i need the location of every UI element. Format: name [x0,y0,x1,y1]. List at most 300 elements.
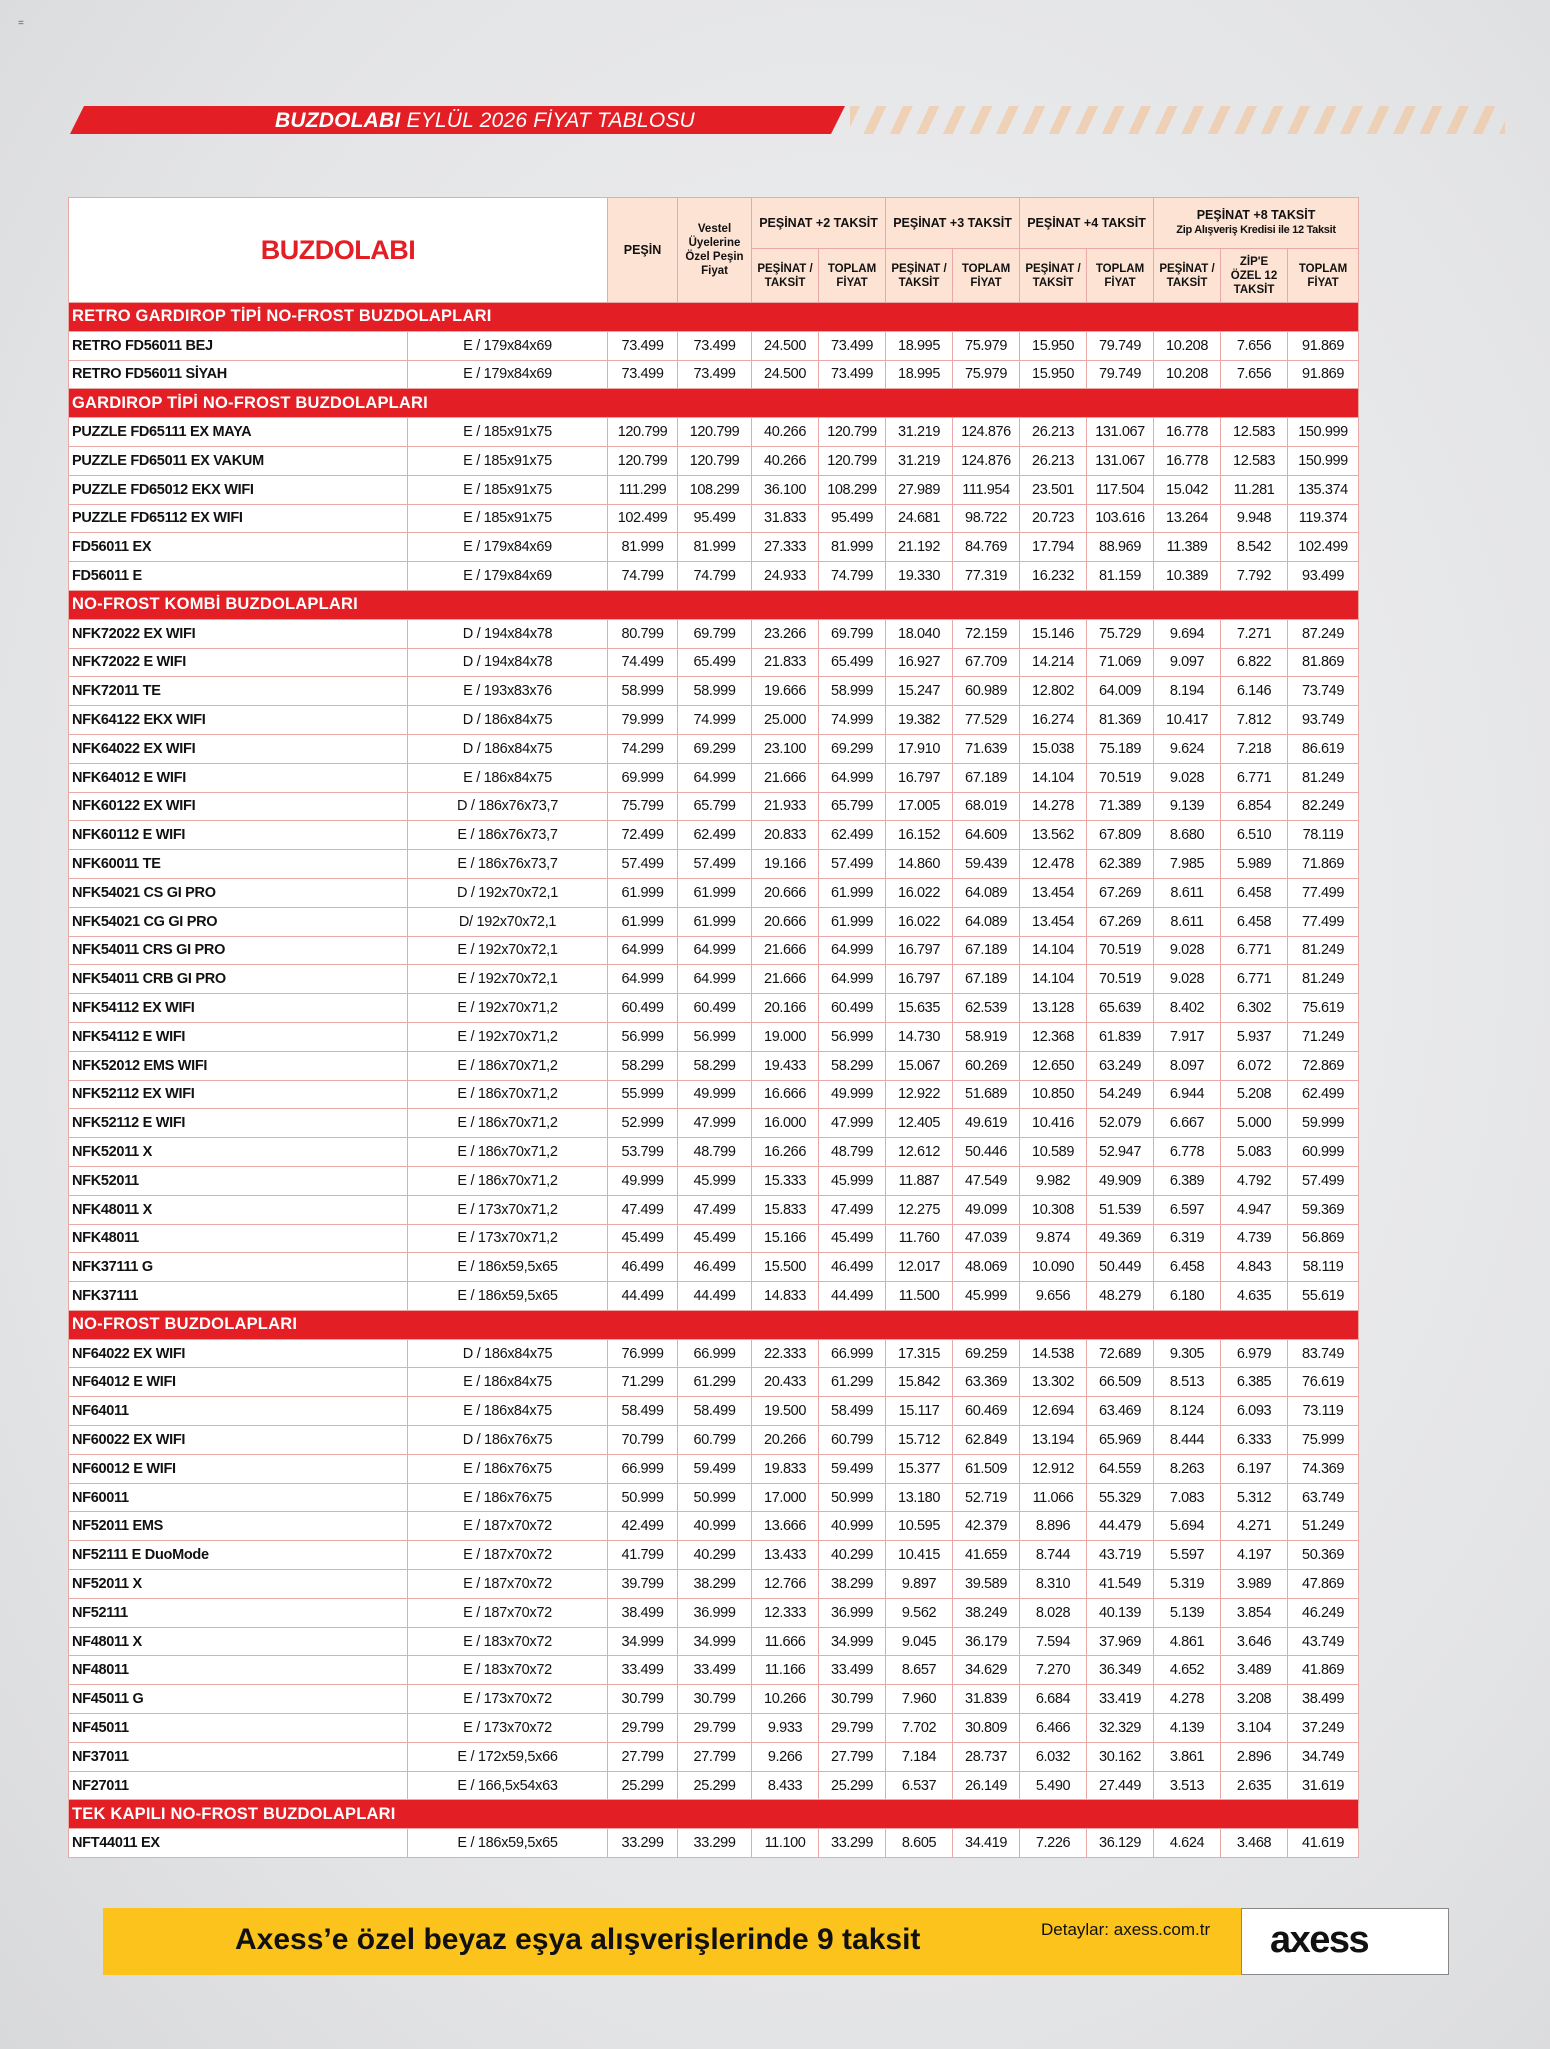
table-row [69,418,1359,447]
price-cell: 7.985 [1154,850,1221,879]
price-cell: 45.499 [678,1224,752,1253]
table-row [69,1656,1359,1685]
price-cell: 14.104 [1020,936,1087,965]
price-cell: 12.650 [1020,1051,1087,1080]
price-cell: 26.213 [1020,418,1087,447]
price-cell: 15.333 [752,1166,819,1195]
price-cell: 87.249 [1288,619,1359,648]
energy-dimensions: E / 173x70x72 [408,1714,608,1743]
price-cell: 12.333 [752,1598,819,1627]
col-group-8-taksit [1154,198,1359,249]
price-cell: 20.433 [752,1368,819,1397]
price-cell: 13.433 [752,1541,819,1570]
price-cell: 27.799 [819,1742,886,1771]
price-cell: 111.299 [608,475,678,504]
price-cell: 58.299 [819,1051,886,1080]
price-cell: 17.000 [752,1483,819,1512]
price-cell: 36.349 [1087,1656,1154,1685]
price-cell: 10.416 [1020,1109,1087,1138]
energy-dimensions: E / 179x84x69 [408,533,608,562]
table-row [69,821,1359,850]
section-title: RETRO GARDIROP TİPİ NO-FROST BUZDOLAPLARI [69,303,1359,332]
price-cell: 79.999 [608,706,678,735]
col-8-toplam: TOPLAM FİYAT [1288,249,1359,303]
price-cell: 5.083 [1221,1138,1288,1167]
model-name: NF60012 E WIFI [69,1454,408,1483]
price-cell: 74.799 [819,562,886,591]
model-name: NFK54011 CRB GI PRO [69,965,408,994]
price-cell: 12.583 [1221,418,1288,447]
table-row [69,706,1359,735]
price-cell: 81.369 [1087,706,1154,735]
price-cell: 51.249 [1288,1512,1359,1541]
price-cell: 13.128 [1020,994,1087,1023]
price-cell: 6.979 [1221,1339,1288,1368]
model-name: NFK54011 CRS GI PRO [69,936,408,965]
table-row [69,1714,1359,1743]
price-cell: 52.999 [608,1109,678,1138]
price-cell: 5.937 [1221,1022,1288,1051]
energy-dimensions: E / 186x70x71,2 [408,1080,608,1109]
price-cell: 61.509 [953,1454,1020,1483]
price-cell: 56.999 [819,1022,886,1051]
energy-dimensions: E / 183x70x72 [408,1627,608,1656]
table-row [69,677,1359,706]
energy-dimensions: E / 193x83x76 [408,677,608,706]
energy-dimensions: E / 186x76x75 [408,1454,608,1483]
price-cell: 60.269 [953,1051,1020,1080]
price-cell: 9.028 [1154,965,1221,994]
table-row [69,1022,1359,1051]
energy-dimensions: E / 186x70x71,2 [408,1138,608,1167]
table-row [69,360,1359,389]
price-cell: 20.833 [752,821,819,850]
price-cell: 30.799 [678,1685,752,1714]
price-cell: 10.589 [1020,1138,1087,1167]
price-cell: 46.249 [1288,1598,1359,1627]
price-cell: 38.299 [819,1570,886,1599]
price-cell: 72.869 [1288,1051,1359,1080]
price-cell: 15.247 [886,677,953,706]
model-name: NF64022 EX WIFI [69,1339,408,1368]
price-cell: 14.730 [886,1022,953,1051]
price-cell: 23.100 [752,734,819,763]
price-cell: 61.999 [678,878,752,907]
price-cell: 72.689 [1087,1339,1154,1368]
section-header-row [69,1310,1359,1339]
col-vestel: Vestel Üyelerine Özel Peşin Fiyat [678,198,752,303]
price-cell: 23.266 [752,619,819,648]
price-cell: 24.500 [752,331,819,360]
price-cell: 7.083 [1154,1483,1221,1512]
energy-dimensions: E / 192x70x72,1 [408,965,608,994]
price-cell: 29.799 [678,1714,752,1743]
price-cell: 21.933 [752,792,819,821]
price-cell: 80.799 [608,619,678,648]
model-name: NF52111 E DuoMode [69,1541,408,1570]
price-cell: 83.749 [1288,1339,1359,1368]
price-cell: 10.850 [1020,1080,1087,1109]
price-cell: 44.499 [608,1282,678,1311]
price-cell: 16.232 [1020,562,1087,591]
price-cell: 71.299 [608,1368,678,1397]
price-cell: 69.259 [953,1339,1020,1368]
price-cell: 40.266 [752,446,819,475]
table-row [69,1166,1359,1195]
model-name: NFK52112 E WIFI [69,1109,408,1138]
price-cell: 17.005 [886,792,953,821]
price-cell: 5.319 [1154,1570,1221,1599]
price-cell: 8.028 [1020,1598,1087,1627]
price-cell: 65.799 [678,792,752,821]
price-cell: 150.999 [1288,418,1359,447]
price-cell: 40.139 [1087,1598,1154,1627]
table-row [69,994,1359,1023]
price-cell: 62.849 [953,1426,1020,1455]
price-cell: 45.999 [953,1282,1020,1311]
price-cell: 33.299 [678,1829,752,1858]
price-cell: 30.809 [953,1714,1020,1743]
price-cell: 11.281 [1221,475,1288,504]
price-cell: 10.415 [886,1541,953,1570]
price-cell: 7.184 [886,1742,953,1771]
price-cell: 72.499 [608,821,678,850]
table-row [69,1454,1359,1483]
price-cell: 74.799 [608,562,678,591]
price-cell: 9.624 [1154,734,1221,763]
price-cell: 3.854 [1221,1598,1288,1627]
price-cell: 74.799 [678,562,752,591]
col-2-toplam: TOPLAM FİYAT [819,249,886,303]
model-name: NFK54112 EX WIFI [69,994,408,1023]
energy-dimensions: D / 192x70x72,1 [408,878,608,907]
price-cell: 38.249 [953,1598,1020,1627]
col-3-toplam: TOPLAM FİYAT [953,249,1020,303]
price-cell: 62.499 [1288,1080,1359,1109]
price-cell: 6.458 [1221,907,1288,936]
price-cell: 48.069 [953,1253,1020,1282]
price-cell: 13.454 [1020,907,1087,936]
price-cell: 64.559 [1087,1454,1154,1483]
price-cell: 55.619 [1288,1282,1359,1311]
price-cell: 6.333 [1221,1426,1288,1455]
price-cell: 75.619 [1288,994,1359,1023]
price-cell: 6.771 [1221,936,1288,965]
model-name: NFK37111 G [69,1253,408,1282]
price-cell: 61.999 [608,907,678,936]
price-cell: 61.999 [608,878,678,907]
section-header-row [69,1800,1359,1829]
table-row [69,878,1359,907]
price-cell: 21.192 [886,533,953,562]
energy-dimensions: E / 186x76x75 [408,1483,608,1512]
price-cell: 21.833 [752,648,819,677]
table-row [69,1771,1359,1800]
price-cell: 6.072 [1221,1051,1288,1080]
axess-logo-box [1241,1908,1449,1975]
model-name: NFK64012 E WIFI [69,763,408,792]
model-name: PUZZLE FD65012 EKX WIFI [69,475,408,504]
price-cell: 32.329 [1087,1714,1154,1743]
price-cell: 6.032 [1020,1742,1087,1771]
model-name: NFK54021 CS GI PRO [69,878,408,907]
price-cell: 59.499 [678,1454,752,1483]
price-cell: 73.499 [819,331,886,360]
price-cell: 30.799 [608,1685,678,1714]
price-cell: 5.597 [1154,1541,1221,1570]
price-cell: 49.619 [953,1109,1020,1138]
price-cell: 8.896 [1020,1512,1087,1541]
price-cell: 6.597 [1154,1195,1221,1224]
price-cell: 15.635 [886,994,953,1023]
price-cell: 67.809 [1087,821,1154,850]
price-cell: 5.139 [1154,1598,1221,1627]
price-cell: 3.208 [1221,1685,1288,1714]
energy-dimensions: E / 187x70x72 [408,1598,608,1627]
price-cell: 64.999 [678,763,752,792]
table-row [69,850,1359,879]
model-name: NFK54112 E WIFI [69,1022,408,1051]
price-cell: 15.042 [1154,475,1221,504]
price-cell: 77.319 [953,562,1020,591]
model-name: NFT44011 EX [69,1829,408,1858]
price-cell: 15.377 [886,1454,953,1483]
price-cell: 8.744 [1020,1541,1087,1570]
price-cell: 49.909 [1087,1166,1154,1195]
price-cell: 57.499 [608,850,678,879]
price-cell: 5.208 [1221,1080,1288,1109]
price-cell: 11.389 [1154,533,1221,562]
price-cell: 76.999 [608,1339,678,1368]
price-cell: 7.594 [1020,1627,1087,1656]
price-cell: 6.771 [1221,965,1288,994]
price-cell: 58.999 [819,677,886,706]
table-row [69,1253,1359,1282]
price-cell: 10.208 [1154,331,1221,360]
price-cell: 67.189 [953,763,1020,792]
price-cell: 8.657 [886,1656,953,1685]
price-cell: 65.969 [1087,1426,1154,1455]
section-header-row [69,590,1359,619]
table-row [69,1080,1359,1109]
price-cell: 59.369 [1288,1195,1359,1224]
price-cell: 7.270 [1020,1656,1087,1685]
price-cell: 47.999 [819,1109,886,1138]
price-cell: 81.159 [1087,562,1154,591]
footer-detail-link[interactable]: Detaylar: axess.com.tr [1041,1920,1211,1939]
energy-dimensions: E / 185x91x75 [408,504,608,533]
price-cell: 65.799 [819,792,886,821]
model-name: NFK72022 E WIFI [69,648,408,677]
price-cell: 98.722 [953,504,1020,533]
footer-text: Axess’e özel beyaz eşya alışverişlerinde 9 taksit [235,1923,921,1956]
table-row [69,1339,1359,1368]
model-name: NF45011 [69,1714,408,1743]
price-cell: 9.028 [1154,936,1221,965]
price-cell: 8.263 [1154,1454,1221,1483]
price-cell: 49.999 [608,1166,678,1195]
price-cell: 40.266 [752,418,819,447]
price-cell: 3.468 [1221,1829,1288,1858]
model-name: NF64011 [69,1397,408,1426]
price-cell: 17.910 [886,734,953,763]
energy-dimensions: E / 166,5x54x63 [408,1771,608,1800]
price-cell: 6.389 [1154,1166,1221,1195]
price-cell: 48.799 [678,1138,752,1167]
price-cell: 16.927 [886,648,953,677]
price-cell: 27.333 [752,533,819,562]
price-cell: 13.454 [1020,878,1087,907]
model-name: NF52011 X [69,1570,408,1599]
price-cell: 62.499 [819,821,886,850]
energy-dimensions: E / 186x59,5x65 [408,1829,608,1858]
price-cell: 6.537 [886,1771,953,1800]
price-cell: 5.000 [1221,1109,1288,1138]
price-cell: 43.749 [1288,1627,1359,1656]
price-cell: 111.954 [953,475,1020,504]
footer-ad [103,1908,1447,1975]
price-cell: 69.999 [608,763,678,792]
price-cell: 81.249 [1288,763,1359,792]
price-cell: 45.999 [678,1166,752,1195]
price-cell: 6.319 [1154,1224,1221,1253]
price-cell: 6.180 [1154,1282,1221,1311]
price-cell: 22.333 [752,1339,819,1368]
price-cell: 30.162 [1087,1742,1154,1771]
price-cell: 70.519 [1087,965,1154,994]
price-cell: 10.090 [1020,1253,1087,1282]
price-cell: 49.369 [1087,1224,1154,1253]
model-name: FD56011 EX [69,533,408,562]
price-cell: 33.499 [608,1656,678,1685]
price-cell: 58.919 [953,1022,1020,1051]
energy-dimensions: D / 186x76x75 [408,1426,608,1455]
price-cell: 70.519 [1087,763,1154,792]
price-cell: 36.179 [953,1627,1020,1656]
price-cell: 3.489 [1221,1656,1288,1685]
price-cell: 4.139 [1154,1714,1221,1743]
price-cell: 10.595 [886,1512,953,1541]
price-cell: 60.499 [678,994,752,1023]
price-cell: 74.499 [608,648,678,677]
price-cell: 75.799 [608,792,678,821]
price-cell: 86.619 [1288,734,1359,763]
price-cell: 47.869 [1288,1570,1359,1599]
price-cell: 14.860 [886,850,953,879]
price-cell: 31.219 [886,446,953,475]
price-cell: 6.385 [1221,1368,1288,1397]
price-cell: 19.330 [886,562,953,591]
price-cell: 50.999 [678,1483,752,1512]
price-cell: 55.329 [1087,1483,1154,1512]
price-cell: 39.589 [953,1570,1020,1599]
price-cell: 15.146 [1020,619,1087,648]
price-cell: 61.299 [678,1368,752,1397]
price-cell: 2.896 [1221,1742,1288,1771]
price-cell: 61.999 [678,907,752,936]
price-cell: 69.799 [819,619,886,648]
model-name: NFK52011 X [69,1138,408,1167]
price-cell: 34.999 [819,1627,886,1656]
table-row [69,1426,1359,1455]
price-cell: 6.822 [1221,648,1288,677]
price-cell: 6.458 [1221,878,1288,907]
price-cell: 81.249 [1288,965,1359,994]
table-row [69,907,1359,936]
price-cell: 8.513 [1154,1368,1221,1397]
model-name: PUZZLE FD65011 EX VAKUM [69,446,408,475]
price-cell: 9.266 [752,1742,819,1771]
price-cell: 9.562 [886,1598,953,1627]
price-cell: 9.139 [1154,792,1221,821]
price-cell: 57.499 [819,850,886,879]
price-cell: 64.609 [953,821,1020,850]
price-cell: 36.999 [678,1598,752,1627]
energy-dimensions: E / 186x59,5x65 [408,1253,608,1282]
price-cell: 28.737 [953,1742,1020,1771]
price-cell: 56.869 [1288,1224,1359,1253]
energy-dimensions: E / 186x84x75 [408,1397,608,1426]
price-cell: 60.999 [1288,1138,1359,1167]
price-cell: 26.149 [953,1771,1020,1800]
price-cell: 33.419 [1087,1685,1154,1714]
price-cell: 16.666 [752,1080,819,1109]
energy-dimensions: E / 183x70x72 [408,1656,608,1685]
table-row [69,734,1359,763]
price-cell: 124.876 [953,418,1020,447]
price-cell: 13.302 [1020,1368,1087,1397]
price-cell: 71.639 [953,734,1020,763]
price-cell: 24.681 [886,504,953,533]
price-cell: 8.097 [1154,1051,1221,1080]
energy-dimensions: E / 173x70x72 [408,1685,608,1714]
price-cell: 60.469 [953,1397,1020,1426]
price-cell: 14.833 [752,1282,819,1311]
table-row [69,1397,1359,1426]
table-row [69,1742,1359,1771]
price-cell: 71.869 [1288,850,1359,879]
price-cell: 6.667 [1154,1109,1221,1138]
price-cell: 14.104 [1020,763,1087,792]
price-cell: 42.499 [608,1512,678,1541]
price-cell: 81.999 [608,533,678,562]
price-cell: 17.794 [1020,533,1087,562]
table-row [69,1195,1359,1224]
model-name: NFK37111 [69,1282,408,1311]
price-cell: 7.218 [1221,734,1288,763]
price-cell: 91.869 [1288,360,1359,389]
price-cell: 23.501 [1020,475,1087,504]
price-cell: 47.499 [608,1195,678,1224]
price-cell: 74.999 [678,706,752,735]
energy-dimensions: E / 173x70x71,2 [408,1224,608,1253]
table-row [69,1627,1359,1656]
price-cell: 13.666 [752,1512,819,1541]
price-cell: 67.269 [1087,907,1154,936]
price-cell: 25.299 [819,1771,886,1800]
price-cell: 16.778 [1154,418,1221,447]
model-name: NF60022 EX WIFI [69,1426,408,1455]
price-cell: 45.499 [819,1224,886,1253]
price-cell: 7.792 [1221,562,1288,591]
price-cell: 24.500 [752,360,819,389]
price-cell: 16.797 [886,763,953,792]
energy-dimensions: D / 186x84x75 [408,706,608,735]
price-cell: 58.499 [608,1397,678,1426]
section-title: NO-FROST KOMBİ BUZDOLAPLARI [69,590,1359,619]
table-row [69,1109,1359,1138]
price-cell: 16.152 [886,821,953,850]
